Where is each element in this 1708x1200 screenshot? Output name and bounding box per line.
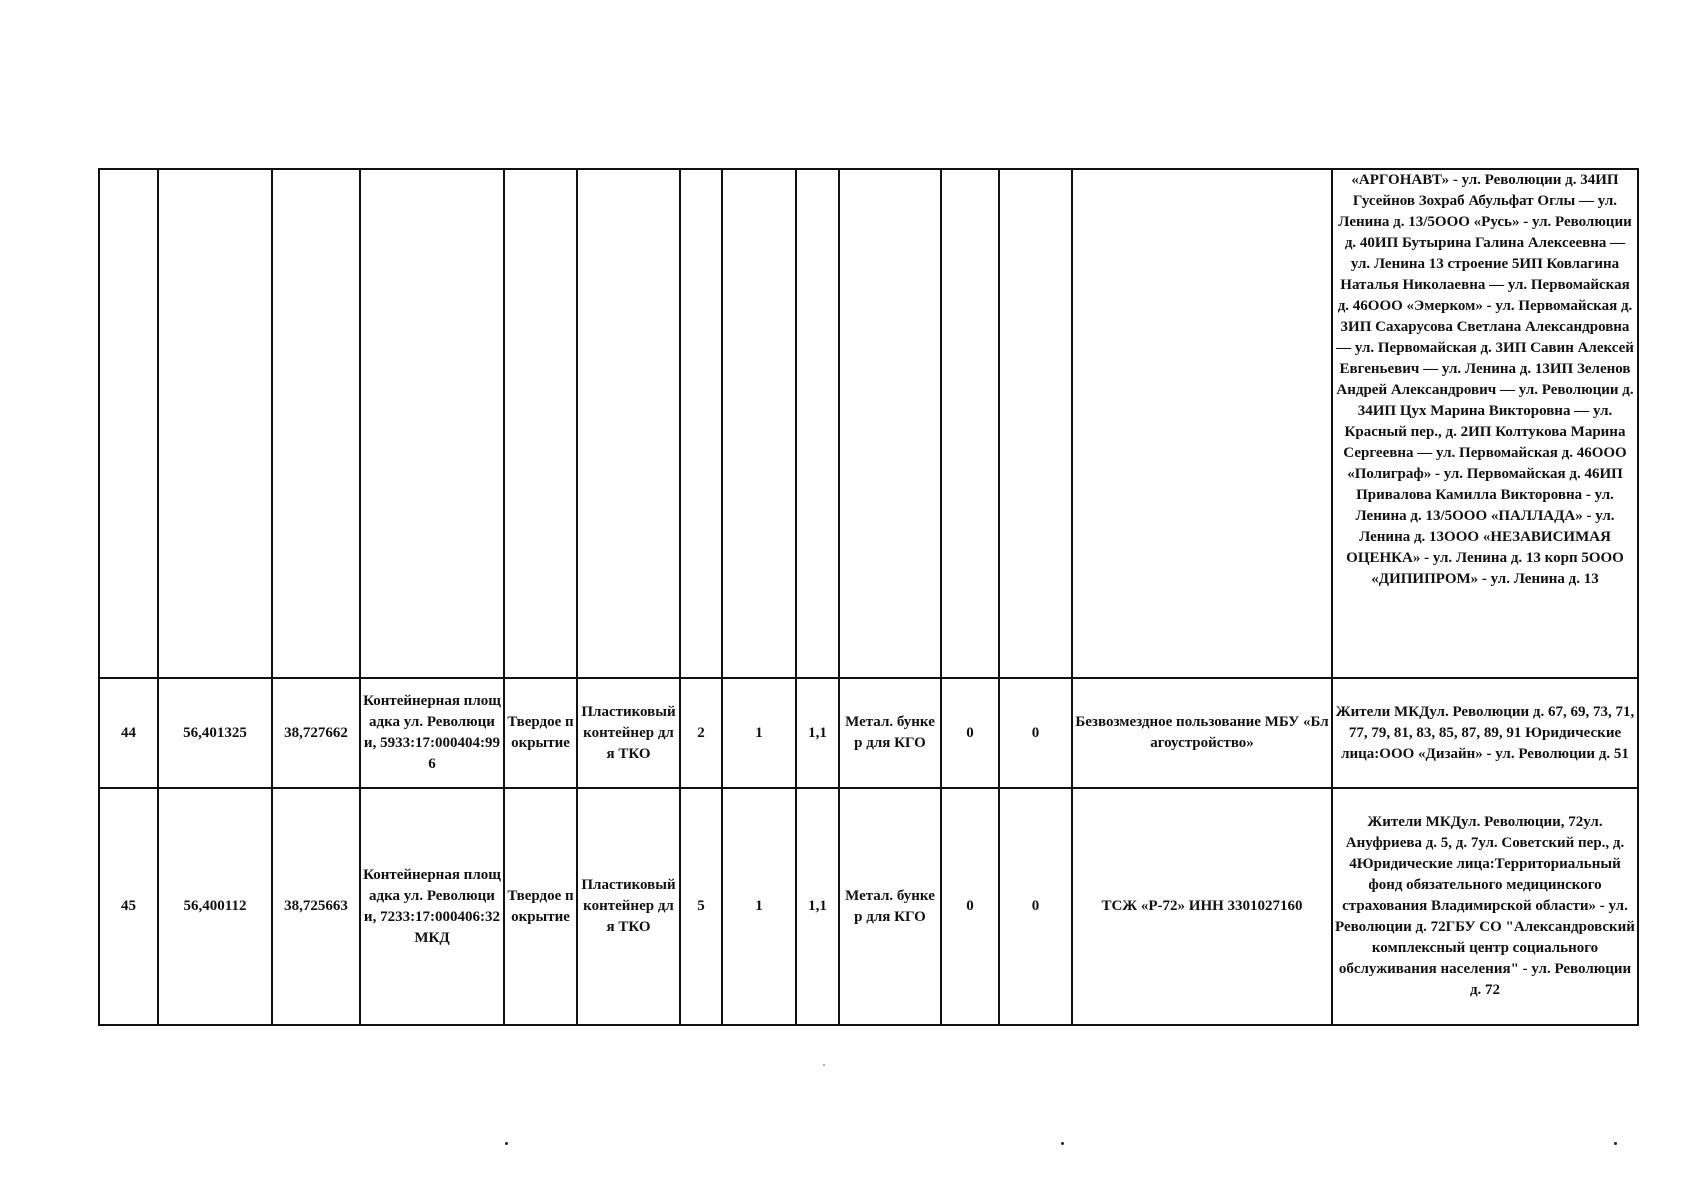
cell-container-type (577, 169, 680, 678)
scan-speck (505, 1142, 508, 1145)
cell-volume: 1,1 (796, 678, 839, 788)
cell-container-type: Пластиковый контейнер для ТКО (577, 678, 680, 788)
cell-zero1: 0 (941, 788, 999, 1025)
cell-lon: 38,727662 (272, 678, 360, 788)
cell-container-type: Пластиковый контейнер для ТКО (577, 788, 680, 1025)
cell-lat: 56,400112 (158, 788, 272, 1025)
cell-num (99, 169, 158, 678)
cell-site: Контейнерная площадка ул. Революции, 7233:17:000406:32 МКД (360, 788, 504, 1025)
cell-users-continuation: «АРГОНАВТ» - ул. Революции д. 34ИП Гусейнов Зохраб Абульфат Оглы — ул. Ленина д. 13/5ООО «Русь» - ул. Революции д. 40ИП Бутырина Галина Алексеевна — ул. Ленина 13 строение 5ИП Ковлагина Наталья Николаевна — ул. Первомайская д. 46ООО «Эмерком» - ул. Первомайская д. 3ИП Сахарусова Светлана Александровна — ул. Первомайская д. 3ИП Савин Алексей Евгеньевич — ул. Ленина д. 13ИП Зеленов Андрей Александрович — ул. Революции д. 34ИП Цух Марина Викторовна — ул. Красный пер., д. 2ИП Колтукова Марина Сергеевна — ул. Первомайская д. 46ООО «Полиграф» - ул. Первомайская д. 46ИП Привалова Камилла Викторовна - ул. Ленина д. 13/5ООО «ПАЛЛАДА» - ул. Ленина д. 13ООО «НЕЗАВИСИМАЯ ОЦЕНКА» - ул. Ленина д. 13 корп 5ООО «ДИПИПРОМ» - ул. Ленина д. 13 (1332, 169, 1638, 678)
cell-kgo: Метал. бункер для КГО (839, 788, 941, 1025)
cell-owner: ТСЖ «Р-72» ИНН 3301027160 (1072, 788, 1332, 1025)
cell-lat (158, 169, 272, 678)
cell-volume: 1,1 (796, 788, 839, 1025)
cell-users: Жители МКДул. Революции д. 67, 69, 73, 71, 77, 79, 81, 83, 85, 87, 89, 91 Юридические лица:ООО «Дизайн» - ул. Революции д. 51 (1332, 678, 1638, 788)
cell-users: Жители МКДул. Революции, 72ул. Ануфриева д. 5, д. 7ул. Советский пер., д. 4Юридические лица:Территориальный фонд обязательного медицинского страхования Владимирской области» - ул. Революции д. 72ГБУ СО "Александровский комплексный центр социального обслуживания населения" - ул. Революции д. 72 (1332, 788, 1638, 1025)
cell-kgo (839, 169, 941, 678)
cell-lat: 56,401325 (158, 678, 272, 788)
cell-surface (504, 169, 577, 678)
scan-speck (1614, 1142, 1617, 1145)
table-row-continuation (99, 169, 1638, 678)
cell-owner (1072, 169, 1332, 678)
cell-surface: Твердое покрытие (504, 788, 577, 1025)
cell-count2: 1 (722, 678, 796, 788)
cell-zero1: 0 (941, 678, 999, 788)
cell-count2: 1 (722, 788, 796, 1025)
cell-count: 2 (680, 678, 722, 788)
cell-count2 (722, 169, 796, 678)
cell-lon: 38,725663 (272, 788, 360, 1025)
cell-zero2: 0 (999, 788, 1072, 1025)
cell-zero1 (941, 169, 999, 678)
scan-speck (823, 1064, 825, 1066)
cell-site: Контейнерная площадка ул. Революции, 5933:17:000404:996 (360, 678, 504, 788)
table-row (99, 678, 1638, 788)
cell-num: 44 (99, 678, 158, 788)
cell-zero2 (999, 169, 1072, 678)
cell-num: 45 (99, 788, 158, 1025)
cell-lon (272, 169, 360, 678)
cell-surface: Твердое покрытие (504, 678, 577, 788)
cell-count (680, 169, 722, 678)
cell-volume (796, 169, 839, 678)
container-sites-table (98, 168, 1639, 1026)
table-row (99, 788, 1638, 1025)
scan-speck (1061, 1142, 1064, 1145)
cell-count: 5 (680, 788, 722, 1025)
cell-zero2: 0 (999, 678, 1072, 788)
cell-site (360, 169, 504, 678)
cell-kgo: Метал. бункер для КГО (839, 678, 941, 788)
cell-owner: Безвозмездное пользование МБУ «Благоустройство» (1072, 678, 1332, 788)
